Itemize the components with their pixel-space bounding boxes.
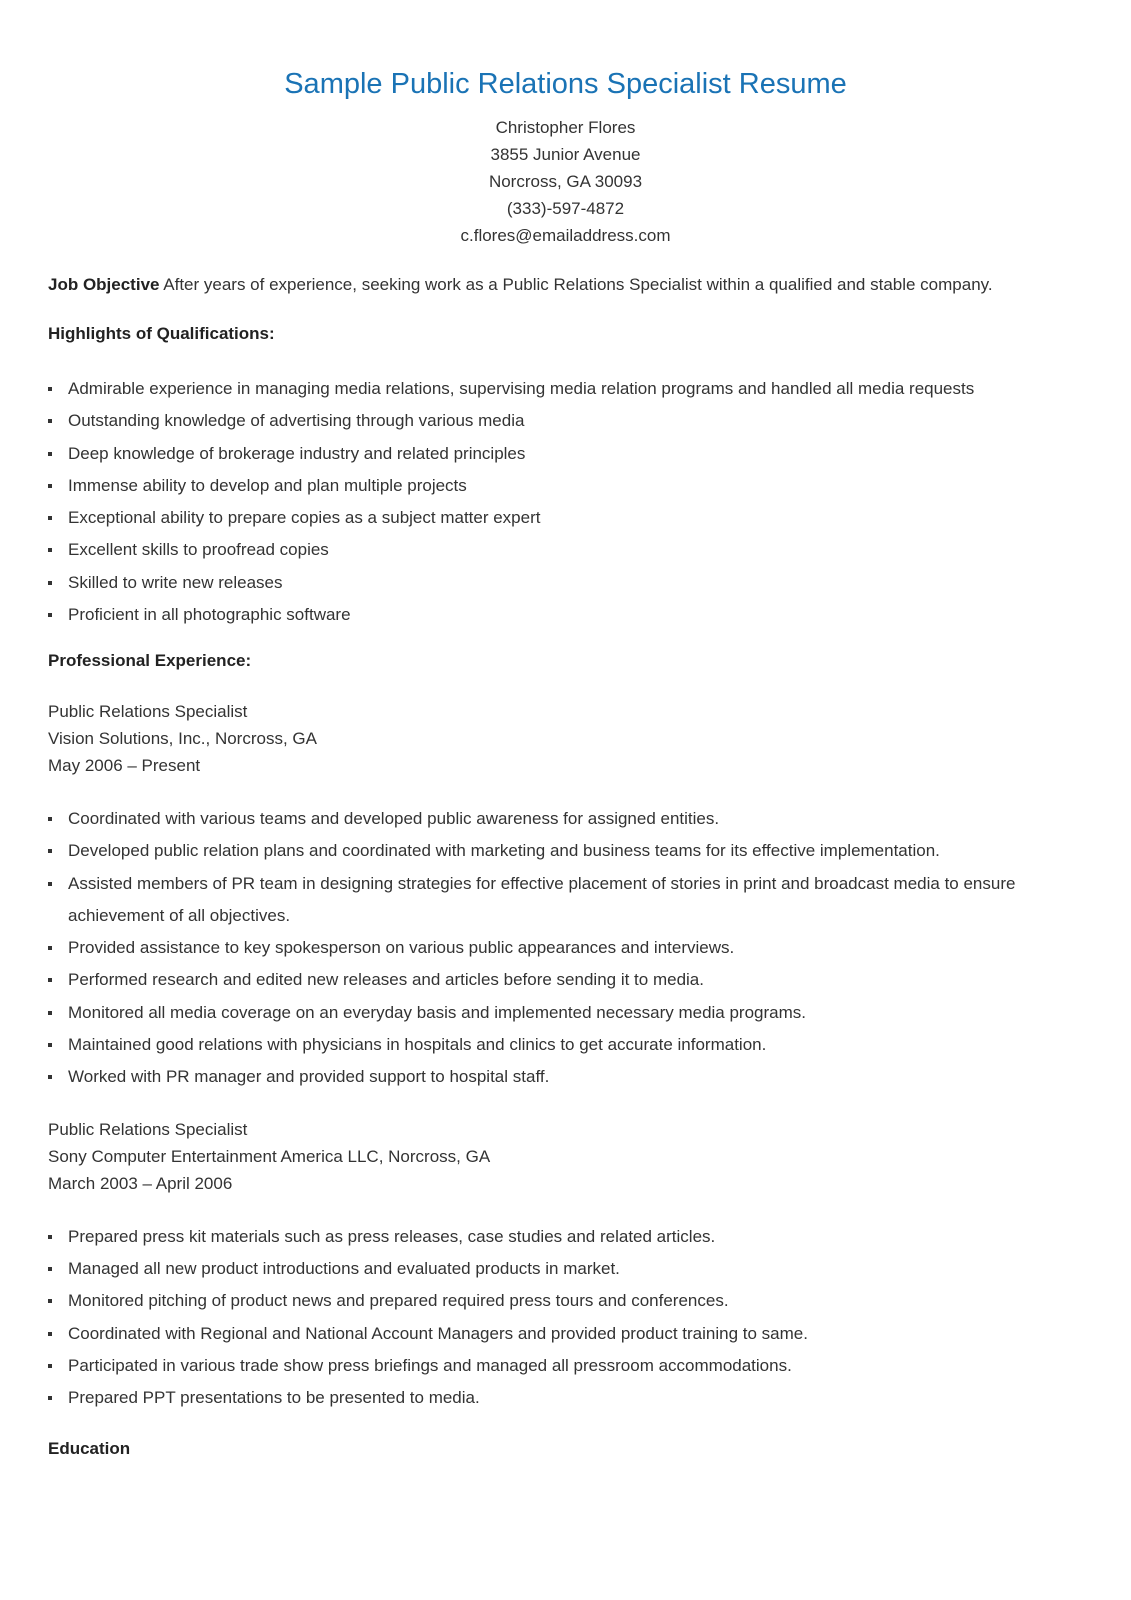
objective-text: After years of experience, seeking work as a Public Relations Specialist within a qualified and stable company. xyxy=(159,275,993,294)
highlights-section xyxy=(48,321,1088,631)
list-item: Assisted members of PR team in designing strategies for effective placement of stories in print and broadcast media to ensure achievement of all objectives. xyxy=(48,868,1088,933)
objective-label: Job Objective xyxy=(48,275,160,294)
list-item: Performed research and edited new releases and articles before sending it to media. xyxy=(48,964,1088,996)
contact-name: Christopher Flores xyxy=(495,118,636,137)
contact-street: 3855 Junior Avenue xyxy=(490,145,641,164)
experience-heading: Professional Experience: xyxy=(48,651,252,670)
list-item: Admirable experience in managing media relations, supervising media relation programs and handled all media requests xyxy=(48,373,1088,405)
list-item: Proficient in all photographic software xyxy=(48,599,1088,631)
education-heading: Education xyxy=(48,1439,131,1459)
resume-title: Sample Public Relations Specialist Resume xyxy=(284,68,847,100)
job-duties-list xyxy=(48,1221,1088,1415)
experience-section xyxy=(48,648,1088,1462)
list-item: Worked with PR manager and provided support to hospital staff. xyxy=(48,1061,1088,1093)
contact-email: c.flores@emailaddress.com xyxy=(460,226,671,245)
list-item: Participated in various trade show press briefings and managed all pressroom accommodations. xyxy=(48,1350,1088,1382)
list-item: Immense ability to develop and plan multiple projects xyxy=(48,470,1088,502)
list-item: Excellent skills to proofread copies xyxy=(48,534,1088,566)
list-item: Maintained good relations with physicians in hospitals and clinics to get accurate information. xyxy=(48,1029,1088,1061)
list-item: Coordinated with Regional and National Account Managers and provided product training to same. xyxy=(48,1318,1088,1350)
job-dates: May 2006 – Present xyxy=(48,756,201,775)
list-item: Outstanding knowledge of advertising through various media xyxy=(48,405,1088,437)
job-company: Vision Solutions, Inc., Norcross, GA xyxy=(48,729,317,748)
highlights-list xyxy=(48,373,1088,631)
list-item: Managed all new product introductions and evaluated products in market. xyxy=(48,1253,1088,1285)
list-item: Skilled to write new releases xyxy=(48,567,1088,599)
highlights-heading: Highlights of Qualifications: xyxy=(48,324,275,343)
job-duties-list xyxy=(48,803,1088,1094)
list-item: Prepared PPT presentations to be presented to media. xyxy=(48,1382,1088,1414)
list-item: Deep knowledge of brokerage industry and related principles xyxy=(48,438,1088,470)
contact-city: Norcross, GA 30093 xyxy=(488,172,643,191)
list-item: Developed public relation plans and coordinated with marketing and business teams for its effective implementation. xyxy=(48,835,1088,867)
list-item: Prepared press kit materials such as press releases, case studies and related articles. xyxy=(48,1221,1088,1253)
job-entry xyxy=(48,698,1088,1094)
list-item: Monitored all media coverage on an everyday basis and implemented necessary media programs. xyxy=(48,997,1088,1029)
contact-phone: (333)-597-4872 xyxy=(506,199,625,218)
job-objective xyxy=(48,272,1088,298)
list-item: Monitored pitching of product news and prepared required press tours and conferences. xyxy=(48,1285,1088,1317)
job-company: Sony Computer Entertainment America LLC, Norcross, GA xyxy=(48,1146,491,1166)
job-dates: March 2003 – April 2006 xyxy=(48,1173,233,1193)
job-title: Public Relations Specialist xyxy=(48,1119,248,1139)
list-item: Provided assistance to key spokesperson on various public appearances and interviews. xyxy=(48,932,1088,964)
job-title: Public Relations Specialist xyxy=(48,702,248,721)
list-item: Exceptional ability to prepare copies as a subject matter expert xyxy=(48,502,1088,534)
job-entry xyxy=(48,1116,1088,1415)
list-item: Coordinated with various teams and developed public awareness for assigned entities. xyxy=(48,803,1088,835)
contact-block xyxy=(0,114,1131,249)
